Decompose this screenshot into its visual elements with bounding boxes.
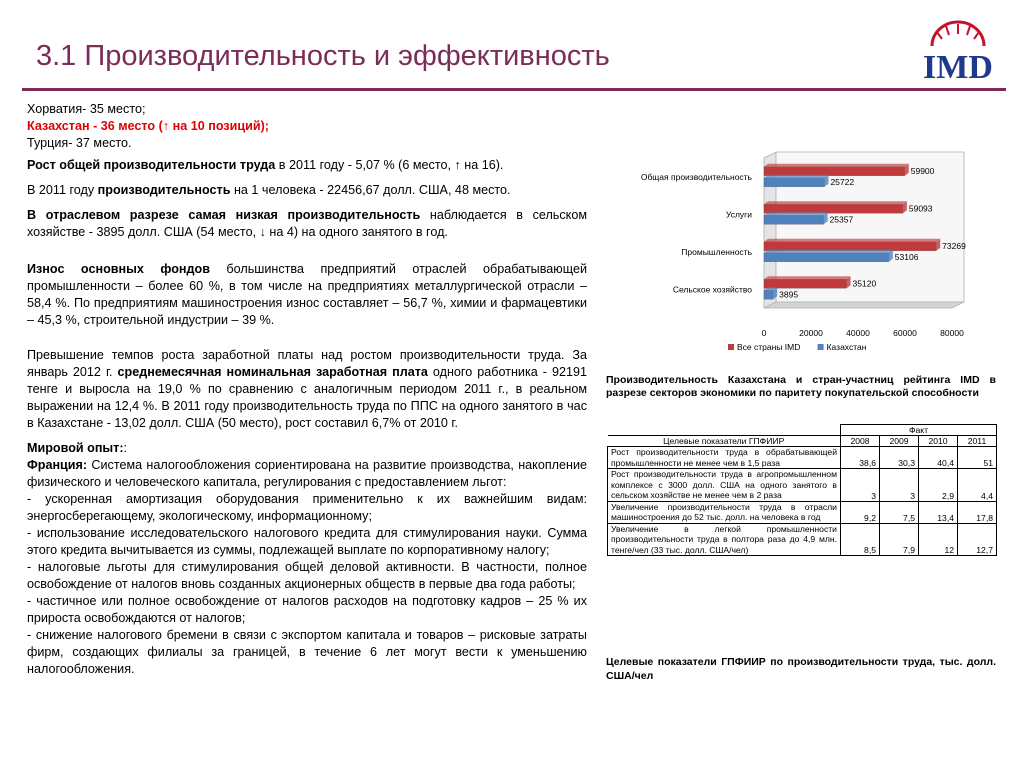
chart-bar [764,250,893,262]
table-cell: 9,2 [841,501,880,523]
table-cell: 12,7 [958,523,997,556]
chart-data-label: 73269 [942,240,966,251]
chart-data-label: 35120 [852,278,877,289]
table-header-year: 2008 [841,436,880,447]
chart-data-label: 3895 [779,289,799,300]
table-header-year: 2010 [919,436,958,447]
paragraph-labor-growth [27,157,587,174]
chart-data-label: 59093 [908,203,933,214]
chart-caption: Производительность Казахстана и стран-участниц рейтинга IMD в разрезе секторов экономики по паритету покупательской способности [606,374,996,399]
sector-bold: В отраслевом разрезе самая низкая производительность [27,208,421,222]
chart-data-label: 25357 [829,214,854,225]
labor-growth-text: в 2011 году - 5,07 % (6 место, ↑ на 16). [275,158,504,172]
bullet-tax-benefits: - налоговые льготы для стимулирования общей деловой активности. В частности, полное освобождение от налогов вновь созданных акционерных обществ в первые два года работы; [27,560,587,591]
title-underline [22,88,1006,91]
table-cell: 8,5 [841,523,880,556]
france-text: Система налогообложения сориентирована на развитие производства, накопление физического и человеческого капитала, регулирования с предоставлением льгот: [27,458,587,489]
table-row [608,523,997,556]
table-cell: 7,5 [880,501,919,523]
bullet-export: - снижение налогового бремени в связи с экспортом капитала и товаров – рисковые затраты фирм, создающих филиалы за границей, в течение 6 лет могут вести к уменьшению налогообложения. [27,628,587,676]
chart-legend-item [818,342,867,352]
table-header-row-fact [608,425,997,436]
productivity-text: на 1 человека - 22456,67 долл. США, 48 место. [230,183,511,197]
wages-text: одного работника - 92191 тенге и выросла на 19,0 % по сравнению с аналогичным периодом 2011 г., в реальном выражении на 12,4 %. В 2011 году производительность труда по ППС на одного занятого в час в Казахстане - 13,02 долл. США (50 место), рост составил 6,7% от 2010 г. [27,365,588,430]
imd-logo [912,14,1004,84]
depreciation-bold: Износ основных фондов [27,262,210,276]
chart-legend-label: Казахстан [826,342,867,352]
depreciation-text: большинства предприятий отраслей обрабатывающей промышленности – более 60 %, в том числе на предприятиях металлургической отрасли – 58,4 %. По предприятиям машиностроения износ составляет – 56,7 %, химии и фармацевтики – 45,3 %, строительной индустрии – 39 %. [27,262,587,327]
legend-swatch-icon [818,344,824,350]
chart-tick-label: 0 [761,328,767,338]
chart-category-label: Общая производительность [640,171,752,182]
chart-tick-label: 80000 [940,328,964,338]
chart-tick-label: 20000 [799,328,823,338]
paragraph-depreciation [27,261,587,329]
logo-text: IMD [923,49,993,84]
paragraph-france [27,457,587,491]
rank-croatia: Хорватия- 35 место; [27,102,146,116]
chart-floor [764,302,964,308]
page-title: 3.1 Производительность и эффективность [36,40,610,72]
table-cell: 2,9 [919,469,958,502]
table-cell: 7,9 [880,523,919,556]
table-cell: 12 [919,523,958,556]
table-row [608,501,997,523]
productivity-lead: В 2011 году [27,183,98,197]
chart-bar [764,164,909,176]
chart-x-ticks [762,328,964,338]
chart-bar [764,239,940,251]
table-row-label: Увеличение в легкой промышленности производительности труда в полтора раза до 4,9 млн. тенге/чел (33 тыс. долл. США/чел) [608,523,841,556]
rank-kazakhstan: Казахстан - 36 место (↑ на 10 позиций); [27,119,269,133]
table-cell: 51 [958,447,997,469]
chart-legend-item [728,342,800,352]
table-row-label: Увеличение производительности труда в отрасли машиностроения до 52 тыс. долл. на человека в год [608,501,841,523]
bullet-training: - частичное или полное освобождение от налогов расходов на подготовку кадров – 25 % их прироста освобождаются от налогов; [27,594,587,625]
world-experience-heading [27,440,587,457]
table-cell: 17,8 [958,501,997,523]
chart-data-label: 59900 [910,165,935,176]
table-header-year: 2009 [880,436,919,447]
paragraph-wages [27,347,587,432]
rank-turkey: Турция- 37 место. [27,136,132,150]
wages-lead: Превышение темпов роста заработной платы над ростом производительности труда. За январь 2012 г. [27,348,587,379]
france-bold: Франция: [27,458,88,472]
table-cell: 4,4 [958,469,997,502]
table-row [608,469,997,502]
world-head-bold: Мировой опыт: [27,441,124,455]
logo-arch-icon [932,22,984,46]
world-head-colon: : [123,441,128,455]
sector-text: наблюдается в сельском хозяйстве - 3895 долл. США (54 место, ↓ на 4) на одного занятого в год. [27,208,587,239]
table-cell: 40,4 [919,447,958,469]
table-row-label: Рост производительности труда в обрабатывающей промышленности не менее чем в 1,5 раза [608,447,841,469]
chart-bar [764,287,777,299]
bullet-amortization: - ускоренная амортизация оборудования применительно к их важнейшим видам: энергосберегающему, экологическому, информационному; [27,492,587,523]
table-cell: 3 [841,469,880,502]
table-header-indicator: Целевые показатели ГПФИИР [608,436,841,447]
chart-category-label: Сельское хозяйство [672,284,752,295]
table-header-fact: Факт [841,425,997,436]
chart-bar [764,276,851,288]
wages-bold: среднемесячная номинальная заработная плата [117,365,428,379]
paragraph-sector [27,207,587,241]
chart-data-label: 53106 [894,251,919,262]
labor-growth-bold: Рост общей производительности труда [27,158,276,172]
bullet-research-credit: - использование исследовательского налогового кредита для стимулирования науки. Сумма этого кредита вычитывается из суммы, подлежащей выплате по корпоративному налогу; [27,526,587,557]
table-header-blank [608,425,841,436]
table-cell: 30,3 [880,447,919,469]
chart-category-label: Услуги [725,209,752,220]
left-text-column [27,101,587,678]
chart-bar [764,175,828,187]
chart-tick-label: 60000 [893,328,917,338]
targets-table [607,424,997,556]
table-cell: 3 [880,469,919,502]
chart-legend [728,342,867,352]
chart-bar [764,201,907,213]
chart-bar [764,212,828,224]
table-row [608,447,997,469]
chart-legend-label: Все страны IMD [737,342,801,352]
paragraph-productivity [27,182,587,199]
table-row-label: Рост производительности труда в агропромышленном комплексе с 3000 долл. США на одного занятого в сельском хозяйстве не менее чем в 2 раза [608,469,841,502]
table-cell: 13,4 [919,501,958,523]
chart-data-label: 25722 [830,176,855,187]
chart-tick-label: 40000 [846,328,870,338]
productivity-bold: производительность [97,183,231,197]
chart-category-labels [641,172,753,295]
legend-swatch-icon [728,344,734,350]
table-header-row-years [608,436,997,447]
chart-category-label: Промышленность [681,246,752,257]
table-header-year: 2011 [958,436,997,447]
table-caption: Целевые показатели ГПФИИР по производительности труда, тыс. долл. США/чел [606,656,996,682]
sector-productivity-chart [610,150,1010,360]
table-cell: 38,6 [841,447,880,469]
